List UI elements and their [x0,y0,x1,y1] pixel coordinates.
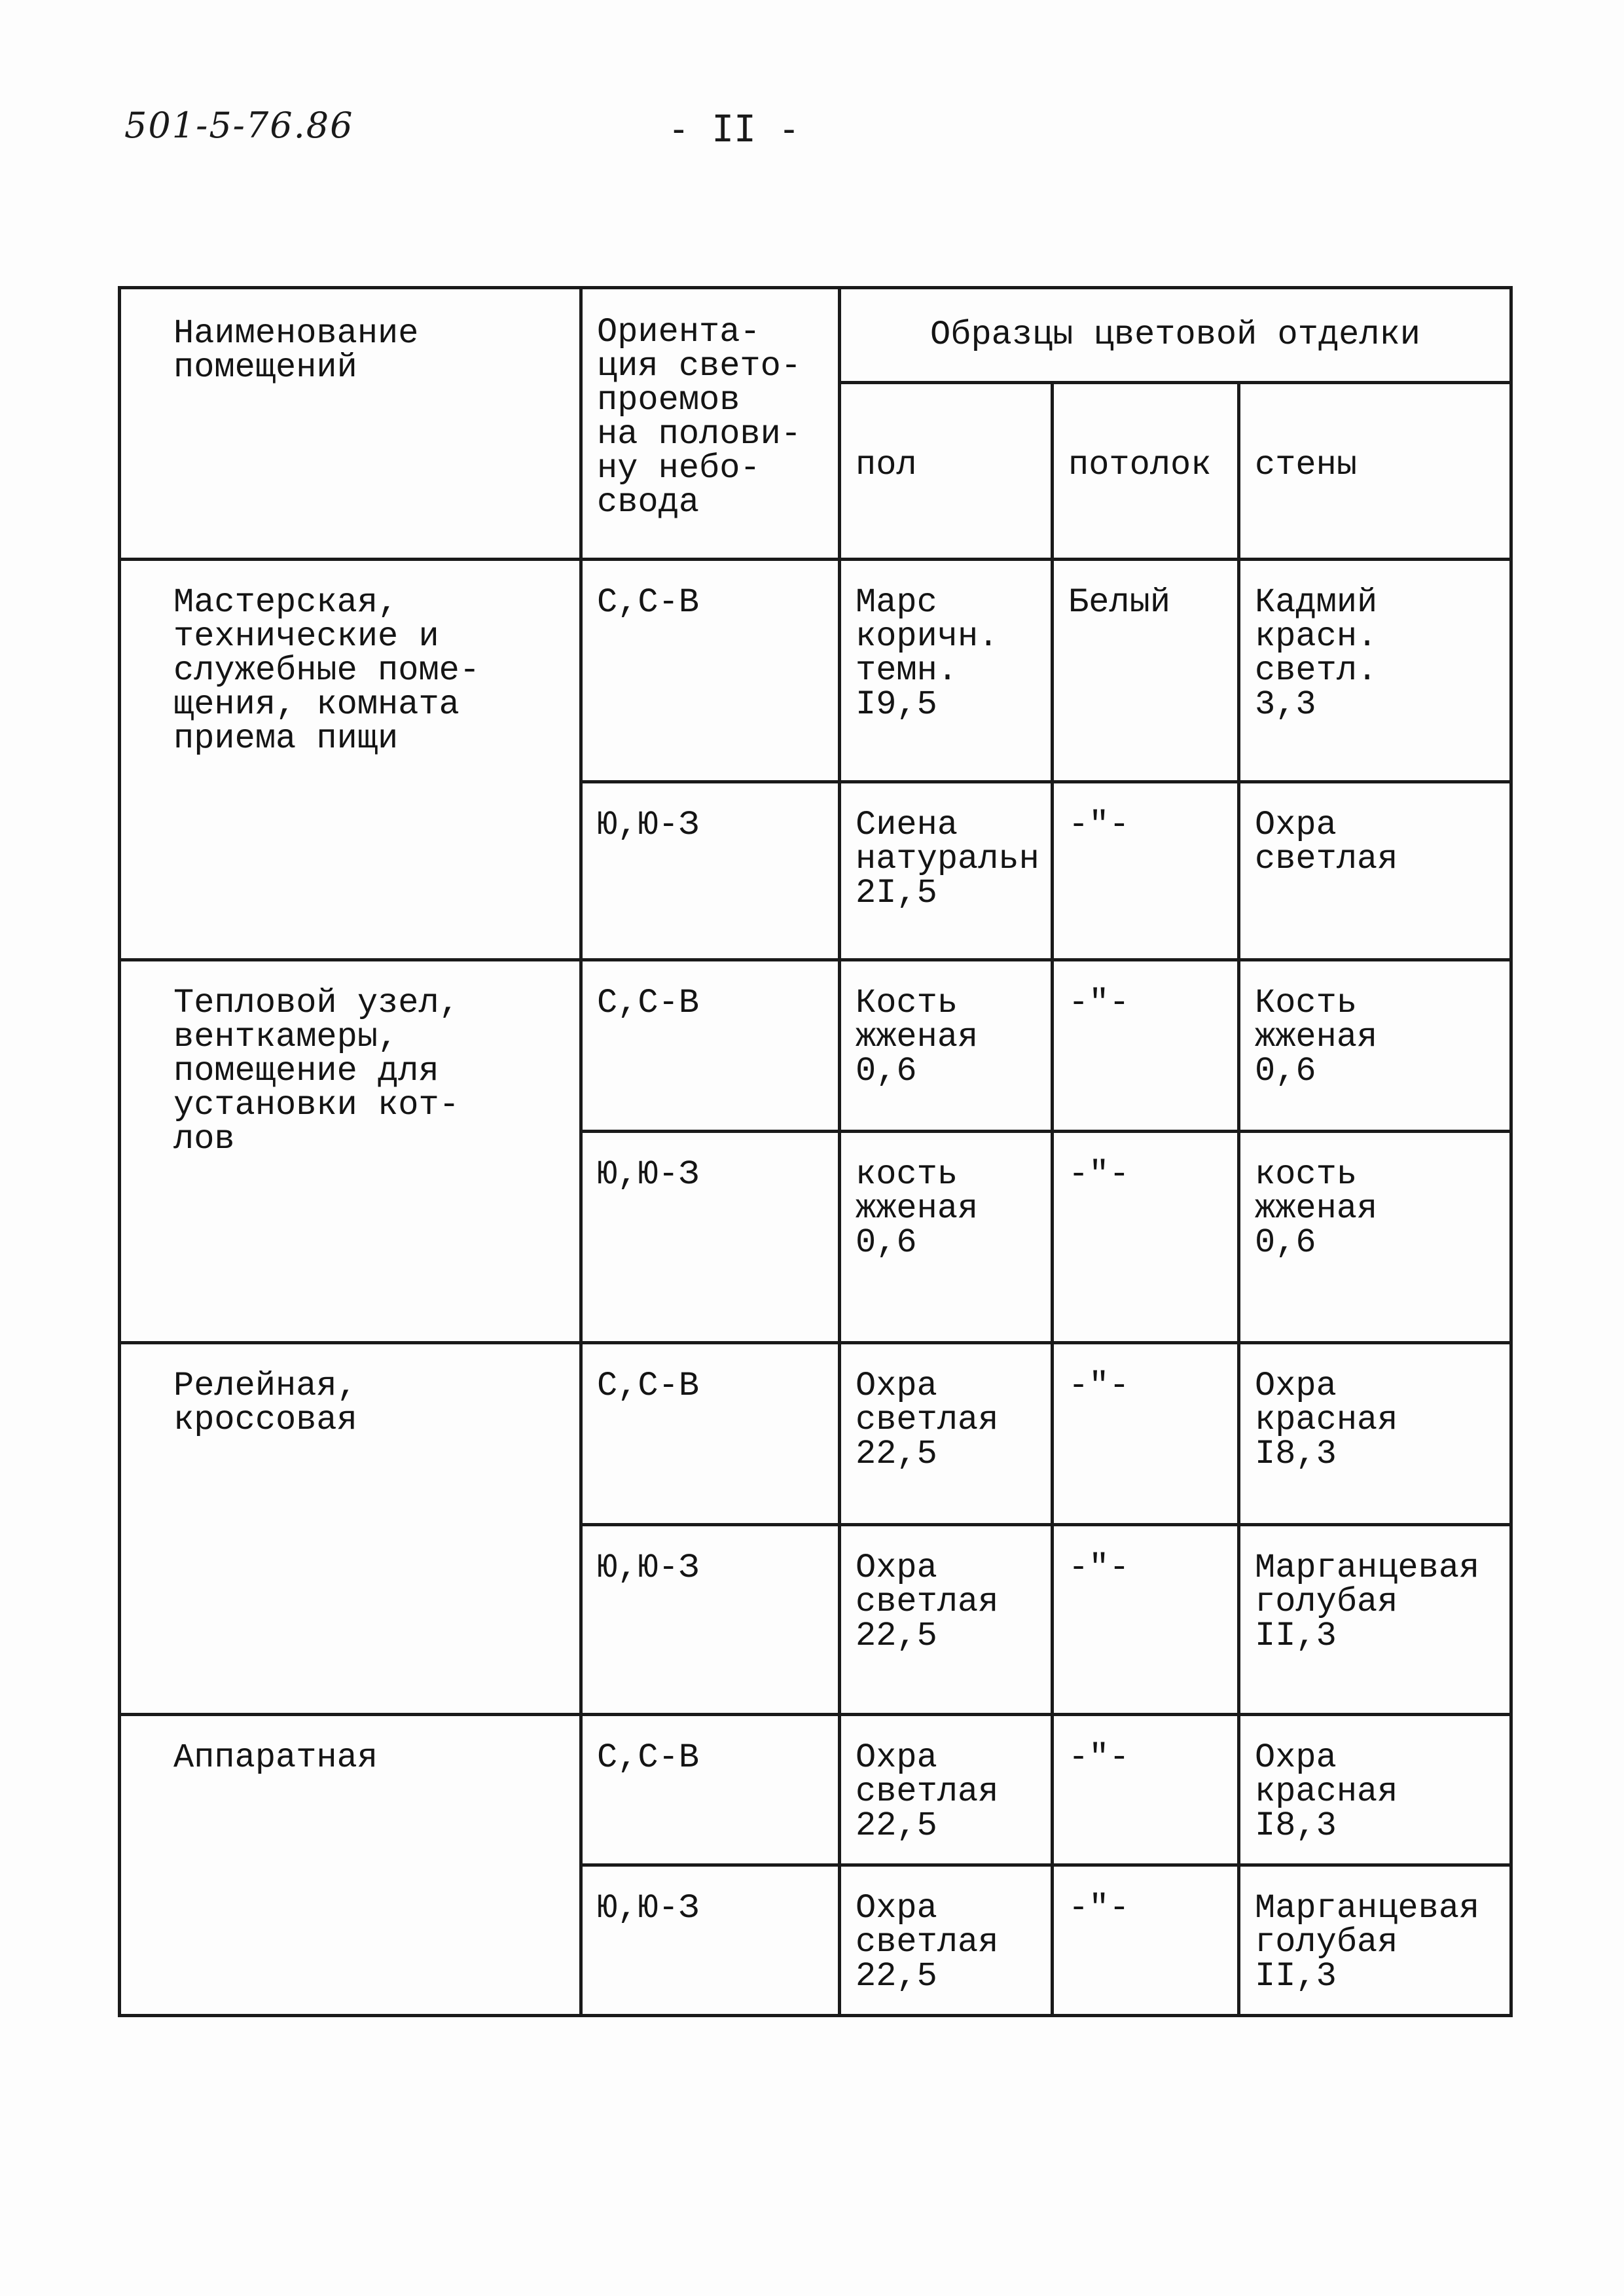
header-orientation: Ориента- ция свето- проемов на полови- ну небо- свода [581,288,840,560]
floor-cell: кость жженая 0,6 [840,1132,1053,1343]
walls-cell: Охра красная I8,3 [1239,1715,1511,1865]
orientation-cell: Ю,Ю-З [581,1865,840,2016]
table-row [120,560,1511,782]
orientation-cell: С,С-В [581,960,840,1132]
floor-cell: Кость жженая 0,6 [840,960,1053,1132]
header-walls: стены [1239,383,1511,560]
table-row [120,960,1511,1132]
header-floor: пол [840,383,1053,560]
walls-cell: Кость жженая 0,6 [1239,960,1511,1132]
table-row [120,1715,1511,1865]
ceiling-cell: -"- [1053,1343,1239,1525]
floor-cell: Охра светлая 22,5 [840,1865,1053,2016]
orientation-cell: Ю,Ю-З [581,1132,840,1343]
floor-cell: Охра светлая 22,5 [840,1715,1053,1865]
ceiling-cell: -"- [1053,1132,1239,1343]
page-number: - II - [668,108,801,151]
table-row [120,1343,1511,1525]
walls-cell: кость жженая 0,6 [1239,1132,1511,1343]
table-header-row [120,288,1511,383]
header-color-samples: Образцы цветовой отделки [840,288,1511,383]
ceiling-cell: Белый [1053,560,1239,782]
floor-cell: Охра светлая 22,5 [840,1343,1053,1525]
ceiling-cell: -"- [1053,1525,1239,1715]
ceiling-cell: -"- [1053,782,1239,960]
room-name-cell: Тепловой узел, венткамеры, помещение для установки кот- лов [120,960,581,1343]
header-ceiling: потолок [1053,383,1239,560]
orientation-cell: С,С-В [581,560,840,782]
orientation-cell: Ю,Ю-З [581,1525,840,1715]
walls-cell: Марганцевая голубая II,3 [1239,1865,1511,2016]
floor-cell: Сиена натуральн 2I,5 [840,782,1053,960]
floor-cell: Охра светлая 22,5 [840,1525,1053,1715]
orientation-cell: С,С-В [581,1715,840,1865]
color-finish-table [118,286,1513,2017]
ceiling-cell: -"- [1053,960,1239,1132]
floor-cell: Марс коричн. темн. I9,5 [840,560,1053,782]
ceiling-cell: -"- [1053,1865,1239,2016]
walls-cell: Марганцевая голубая II,3 [1239,1525,1511,1715]
room-name-cell: Мастерская, технические и служебные поме- щения, комната приема пищи [120,560,581,960]
walls-cell: Охра светлая [1239,782,1511,960]
walls-cell: Кадмий красн. светл. 3,3 [1239,560,1511,782]
ceiling-cell: -"- [1053,1715,1239,1865]
room-name-cell: Аппаратная [120,1715,581,2016]
header-room-name: Наименование помещений [120,288,581,560]
document-code: 501-5-76.86 [124,105,354,146]
walls-cell: Охра красная I8,3 [1239,1343,1511,1525]
room-name-cell: Релейная, кроссовая [120,1343,581,1715]
orientation-cell: С,С-В [581,1343,840,1525]
orientation-cell: Ю,Ю-З [581,782,840,960]
